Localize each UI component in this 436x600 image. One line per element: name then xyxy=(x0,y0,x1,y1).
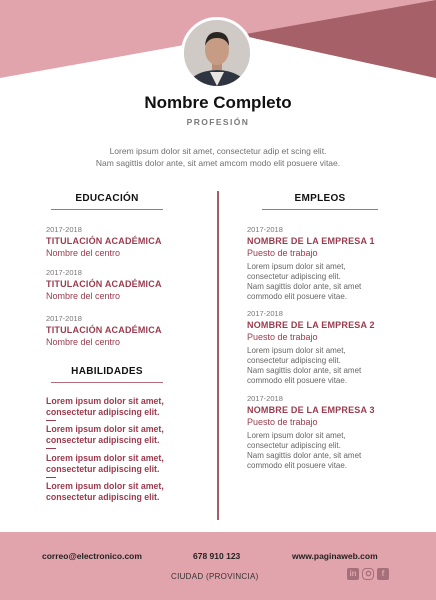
city: CIUDAD (PROVINCIA) xyxy=(171,572,259,581)
job-item: 2017-2018 NOMBRE DE LA EMPRESA 3 Puesto de trabajo Lorem ipsum dolor sit amet, consectetur adipiscing elit. Nam sagittis dolor ante, sit amet commodo elit posuere vitae. xyxy=(247,394,397,471)
intro-text: Lorem ipsum dolor sit amet, consectetur adip et scing elit. Nam sagittis dolor ante, sit amet amcom modo elit posuere vitae. xyxy=(95,146,341,168)
skill-item: Lorem ipsum dolor sit amet, consectetur adipiscing elit. xyxy=(46,481,164,502)
phone-number: 678 910 123 xyxy=(193,551,241,561)
skill-divider xyxy=(46,448,56,449)
skill-item: Lorem ipsum dolor sit amet, consectetur adipiscing elit. xyxy=(46,396,164,417)
profession: PROFESIÓN xyxy=(186,117,250,127)
footer xyxy=(0,532,436,600)
skills-title: HABILIDADES xyxy=(51,366,163,383)
skill-divider xyxy=(46,477,56,478)
profile-photo xyxy=(181,17,253,89)
job-description: Lorem ipsum dolor sit amet, consectetur adipiscing elit. Nam sagittis dolor ante, sit amet commodo elit posuere vitae. xyxy=(247,431,362,470)
facebook-icon[interactable]: f xyxy=(377,568,389,580)
education-title: EDUCACIÓN xyxy=(51,193,163,210)
instagram-icon[interactable] xyxy=(362,568,374,580)
jobs-title: EMPLEOS xyxy=(262,193,378,210)
education-item: 2017-2018 TITULACIÓN ACADÉMICA Nombre del centro xyxy=(46,314,162,347)
education-item: 2017-2018 TITULACIÓN ACADÉMICA Nombre del centro xyxy=(46,268,162,301)
linkedin-icon[interactable]: in xyxy=(347,568,359,580)
job-description: Lorem ipsum dolor sit amet, consectetur adipiscing elit. Nam sagittis dolor ante, sit amet commodo elit posuere vitae. xyxy=(247,262,362,301)
skill-divider xyxy=(46,420,56,421)
column-divider xyxy=(217,191,219,520)
website-link[interactable]: www.paginaweb.com xyxy=(292,551,378,561)
job-item: 2017-2018 NOMBRE DE LA EMPRESA 2 Puesto de trabajo Lorem ipsum dolor sit amet, consectetur adipiscing elit. Nam sagittis dolor ante, sit amet commodo elit posuere vitae. xyxy=(247,309,397,386)
education-item: 2017-2018 TITULACIÓN ACADÉMICA Nombre del centro xyxy=(46,225,162,258)
job-item: 2017-2018 NOMBRE DE LA EMPRESA 1 Puesto de trabajo Lorem ipsum dolor sit amet, consectetur adipiscing elit. Nam sagittis dolor ante, sit amet commodo elit posuere vitae. xyxy=(247,225,397,302)
job-description: Lorem ipsum dolor sit amet, consectetur adipiscing elit. Nam sagittis dolor ante, sit amet commodo elit posuere vitae. xyxy=(247,346,362,385)
email-link[interactable]: correo@electronico.com xyxy=(42,551,142,561)
skill-item: Lorem ipsum dolor sit amet, consectetur adipiscing elit. xyxy=(46,453,164,474)
full-name: Nombre Completo xyxy=(144,93,292,112)
skill-item: Lorem ipsum dolor sit amet, consectetur adipiscing elit. xyxy=(46,424,164,445)
